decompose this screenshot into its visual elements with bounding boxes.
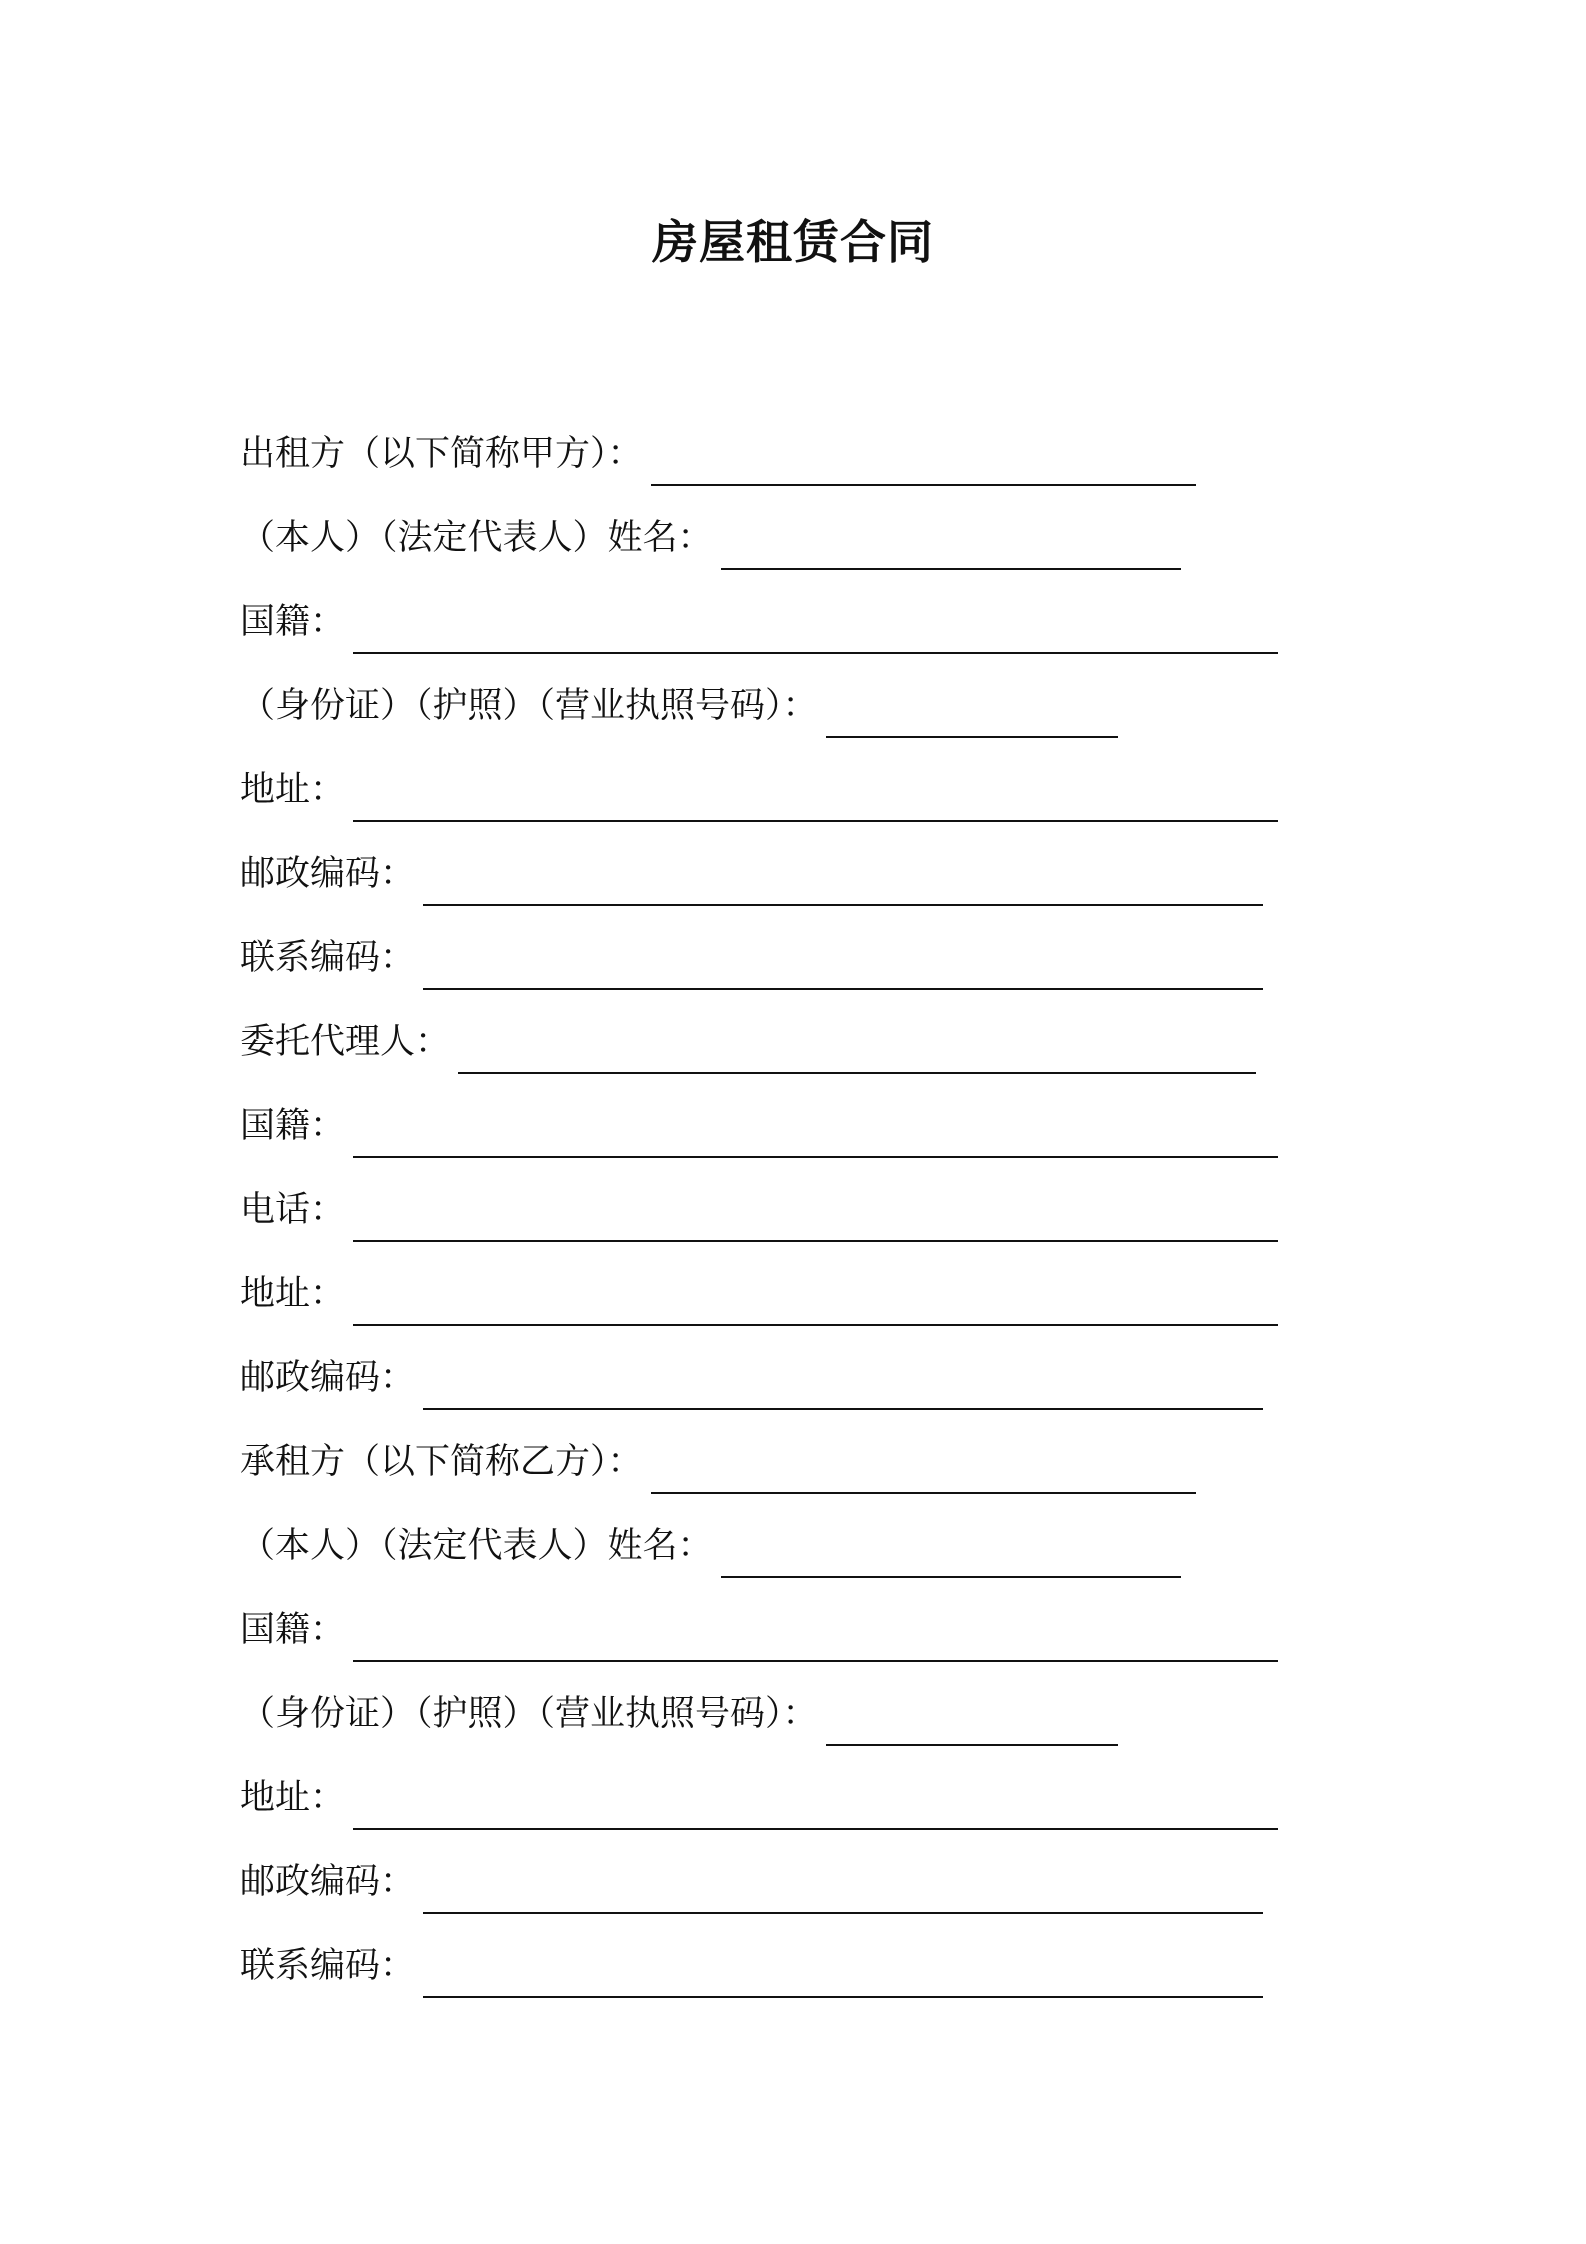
field-lessee-contact — [240, 1924, 1350, 2008]
field-lessor — [240, 412, 1350, 496]
field-label: 联系编码： — [240, 1946, 416, 1986]
field-label: （身份证）（护照）（营业执照号码）： — [240, 1694, 818, 1734]
field-lessor-nationality — [240, 580, 1350, 664]
fill-in-blank[interactable] — [423, 1956, 1263, 1998]
fill-in-blank[interactable] — [721, 1536, 1181, 1578]
field-label: （本人）（法定代表人）姓名： — [240, 518, 713, 558]
fill-in-blank[interactable] — [423, 948, 1263, 990]
field-agent-phone — [240, 1168, 1350, 1252]
fill-in-blank[interactable] — [353, 1116, 1278, 1158]
fill-in-blank[interactable] — [826, 696, 1118, 738]
field-label: 委托代理人： — [240, 1022, 451, 1062]
field-label: 地址： — [240, 1778, 346, 1818]
field-label: 联系编码： — [240, 938, 416, 978]
form-fields — [240, 412, 1350, 2008]
field-lessee-nationality — [240, 1588, 1350, 1672]
fill-in-blank[interactable] — [458, 1032, 1256, 1074]
fill-in-blank[interactable] — [651, 1452, 1196, 1494]
fill-in-blank[interactable] — [353, 1620, 1278, 1662]
field-label: 出租方（以下简称甲方）： — [240, 434, 643, 474]
field-label: 地址： — [240, 1274, 346, 1314]
field-lessor-id — [240, 664, 1350, 748]
field-agent-address — [240, 1252, 1350, 1336]
field-agent-postcode — [240, 1336, 1350, 1420]
field-lessee-address — [240, 1756, 1350, 1840]
fill-in-blank[interactable] — [423, 1872, 1263, 1914]
field-label: 邮政编码： — [240, 1862, 416, 1902]
field-label: 国籍： — [240, 602, 346, 642]
fill-in-blank[interactable] — [353, 612, 1278, 654]
field-lessee — [240, 1420, 1350, 1504]
fill-in-blank[interactable] — [651, 444, 1196, 486]
fill-in-blank[interactable] — [423, 1368, 1263, 1410]
document-title: 房屋租赁合同 — [652, 215, 934, 269]
field-label: 地址： — [240, 770, 346, 810]
field-agent-nationality — [240, 1084, 1350, 1168]
field-label: 邮政编码： — [240, 1358, 416, 1398]
fill-in-blank[interactable] — [353, 1200, 1278, 1242]
field-label: 承租方（以下简称乙方）： — [240, 1442, 643, 1482]
field-lessor-postcode — [240, 832, 1350, 916]
field-label: （本人）（法定代表人）姓名： — [240, 1526, 713, 1566]
fill-in-blank[interactable] — [353, 1284, 1278, 1326]
field-lessee-id — [240, 1672, 1350, 1756]
field-label: （身份证）（护照）（营业执照号码）： — [240, 686, 818, 726]
field-label: 国籍： — [240, 1106, 346, 1146]
field-lessor-name — [240, 496, 1350, 580]
fill-in-blank[interactable] — [423, 864, 1263, 906]
fill-in-blank[interactable] — [826, 1704, 1118, 1746]
field-label: 国籍： — [240, 1610, 346, 1650]
field-lessee-name — [240, 1504, 1350, 1588]
fill-in-blank[interactable] — [721, 528, 1181, 570]
field-label: 邮政编码： — [240, 854, 416, 894]
field-lessor-address — [240, 748, 1350, 832]
fill-in-blank[interactable] — [353, 780, 1278, 822]
field-lessee-postcode — [240, 1840, 1350, 1924]
field-label: 电话： — [240, 1190, 346, 1230]
field-lessor-contact — [240, 916, 1350, 1000]
fill-in-blank[interactable] — [353, 1788, 1278, 1830]
field-agent — [240, 1000, 1350, 1084]
